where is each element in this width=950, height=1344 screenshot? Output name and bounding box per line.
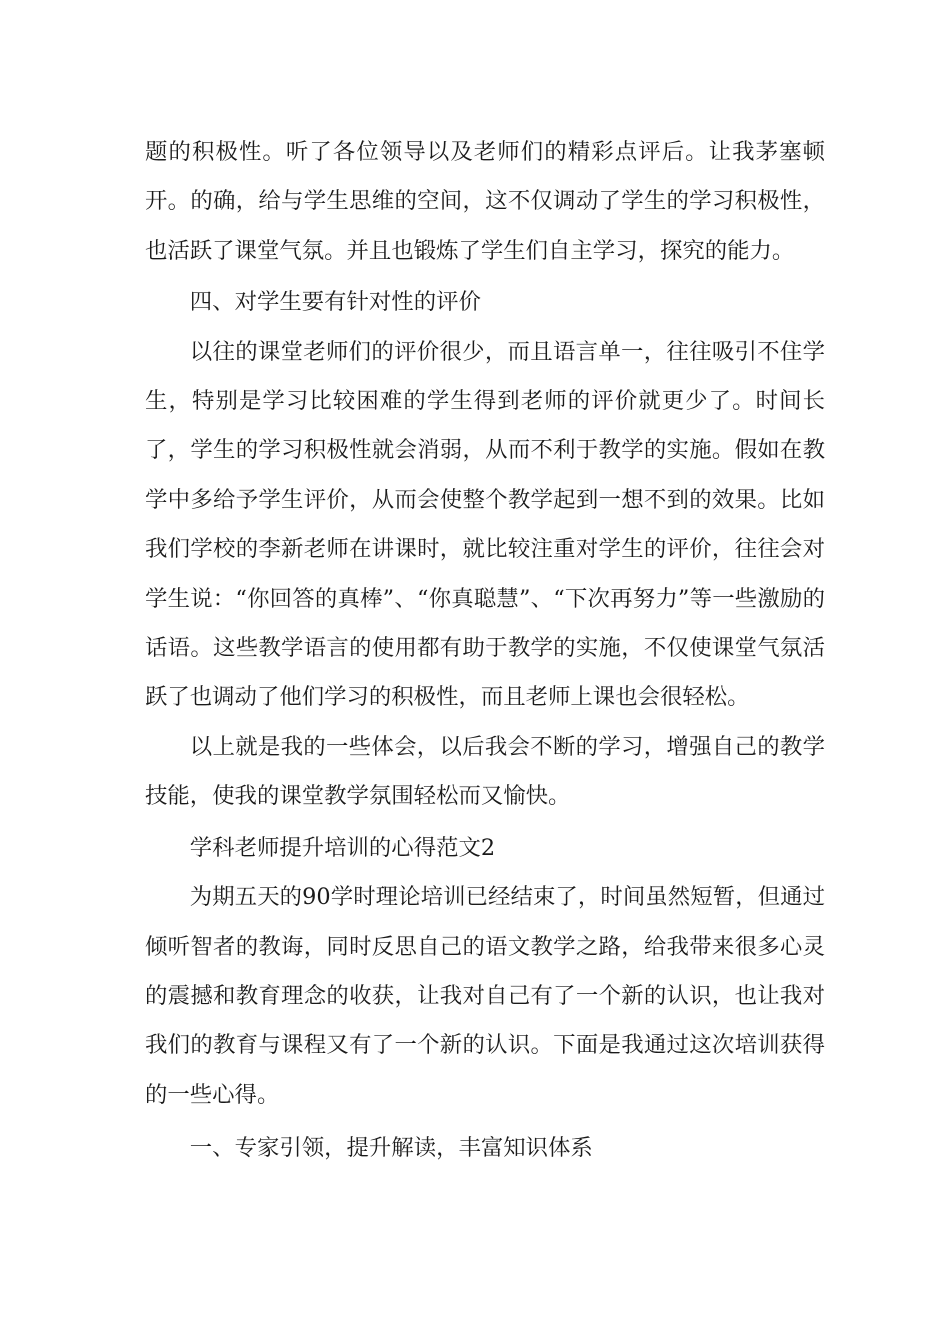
section-heading-expert-guidance: 一、专家引领，提升解读，丰富知识体系 [189, 1135, 593, 1162]
section-heading-evaluation: 四、对学生要有针对性的评价 [189, 289, 481, 316]
paragraph-evaluation-body: 以往的课堂老师们的评价很少，而且语言单一，往往吸引不住学生，特别是学习比较困难的学生得到老师的评价就更少了。时间长了，学生的学习积极性就会消弱，从而不利于教学的实施。假如在教学中多给予学生评价，从而会使整个教学起到一想不到的效果。比如我们学校的李新老师在讲课时，就比较注重对学生的评价，往往会对学生说：“你回答的真棒”、“你真聪慧”、“下次再努力”等一些激励的话语。这些教学语言的使用都有助于教学的实施，不仅使课堂气氛活跃了也调动了他们学习的积极性，而且老师上课也会很轻松。 [145, 338, 825, 711]
paragraph-continuation: 题的积极性。听了各位领导以及老师们的精彩点评后。让我茅塞顿开。的确，给与学生思维的空间，这不仅调动了学生的学习积极性，也活跃了课堂气氛。并且也锻炼了学生们自主学习，探究的能力。 [145, 139, 825, 264]
paragraph-conclusion: 以上就是我的一些体会，以后我会不断的学习，增强自己的教学技能，使我的课堂教学氛围轻松而又愉快。 [145, 733, 825, 810]
document-body [145, 128, 825, 1174]
paragraph-training-intro: 为期五天的90学时理论培训已经结束了，时间虽然短暂，但通过倾听智者的教诲，同时反思自己的语文教学之路，给我带来很多心灵的震撼和教育理念的收获，让我对自己有了一个新的认识，也让我对我们的教育与课程又有了一个新的认识。下面是我通过这次培训获得的一些心得。 [145, 884, 825, 1108]
essay-title-2: 学科老师提升培训的心得范文2 [189, 834, 496, 861]
